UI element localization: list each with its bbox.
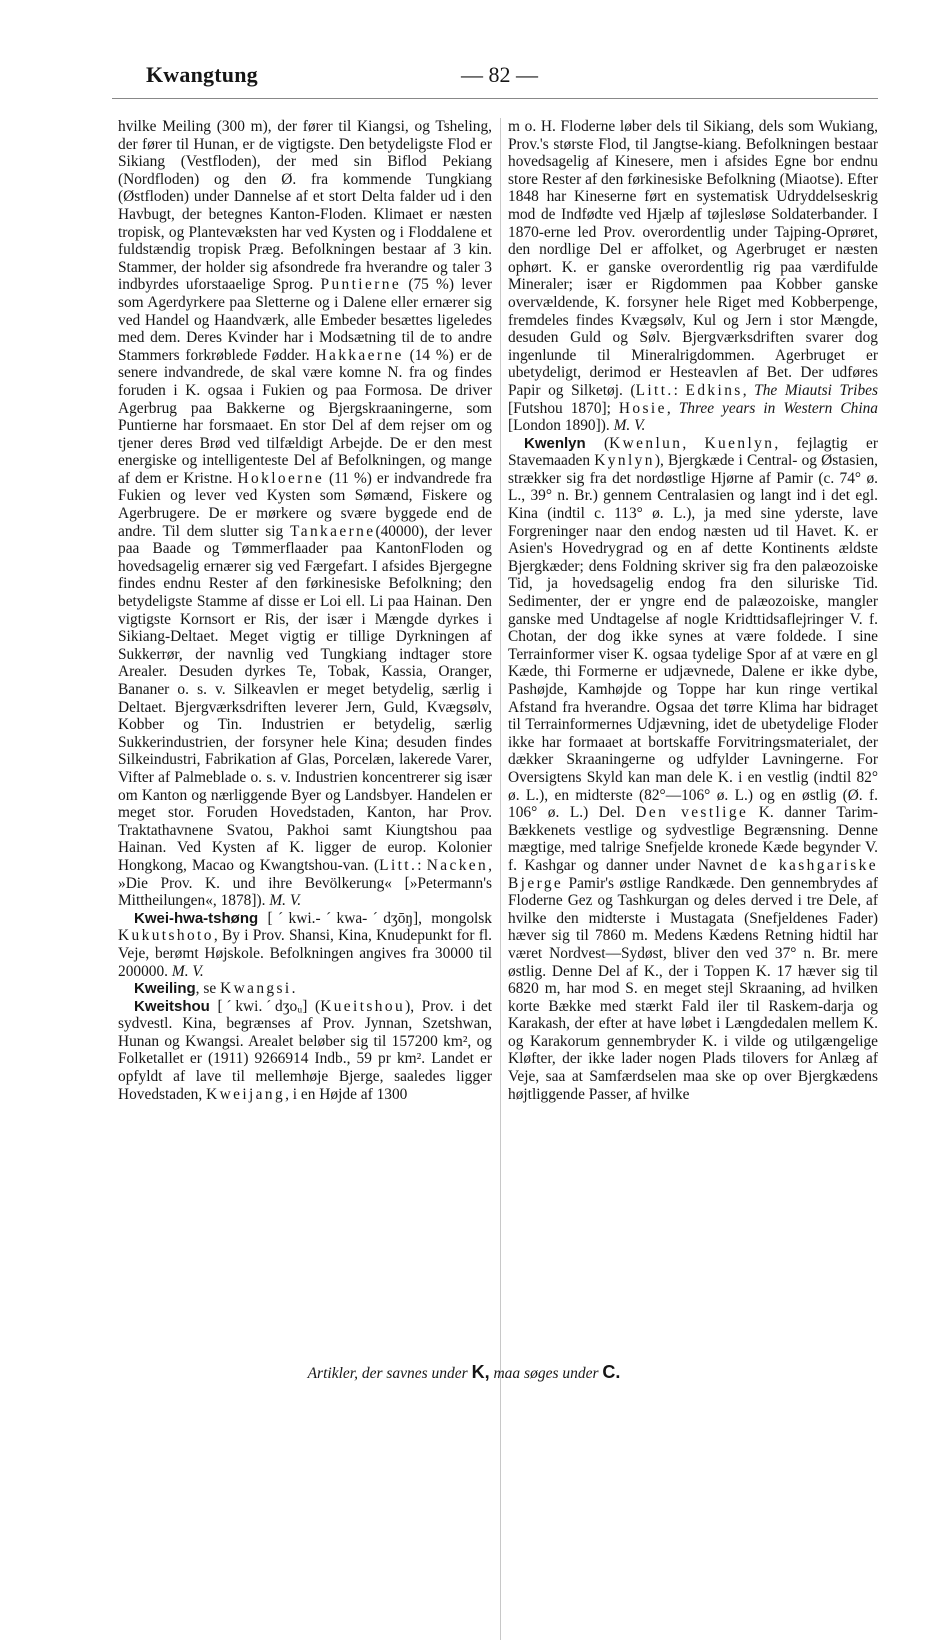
footer-letter-k: K,	[471, 1362, 490, 1382]
author-signature: M. V.	[613, 417, 646, 435]
right-column	[508, 118, 878, 1103]
left-column	[118, 118, 492, 1103]
kweitshou-continuation: m o. H. Floderne løber dels til Sikiang, dels som Wukiang, Prov.'s største Flod, til Jangtse-kiang. Befolkningen bestaar hovedsagelig af Kinesere, men i afsides Egne bor endnu store Rester af den førkinesiske Befolkning (Miaotse). Efter 1848 har Kineserne ført en systematisk Udryddelseskrig mod de Indfødte ved Hjælp af tøjlesløse Soldaterbander. I 1870-erne led Prov. overordentlig under Tajping-Oprøret, den nordlige Del er affolket, og Agerbruget er næsten ophørt. K. er ganske overordentlig rig paa værdifulde Mineraler; især er Rigdommen paa Kobber ganske overvældende, K. forsyner hele Riget med Kobberpenge, fremdeles findes Kvægsølv, Kul og Jern i stor Mængde, desuden Guld og Sølv. Bjergværksdriften svarer dog ingenlunde til Mineralrigdommen. Agerbruget er ubetydeligt, derimod er Hesteavlen af Bet. Der udføres Papir og Silketøj. (Litt.: Edkins, The Miautsi Tribes [Futshou 1870]; Hosie, Three years in Western China [London 1890]). M. V.	[508, 118, 878, 435]
author-signature: M. V.	[269, 892, 302, 910]
entry-kwenlyn: Kwenlyn (Kwenlun, Kuenlyn, fejlagtig er Stavemaaden Kynlyn), Bjergkæde i Central- og Østasien, strækker sig fra det nordøstlige Hjørne af Pamir (c. 74° ø. L., 39° n. Br.) gennem Centralasien og langt ind i det egl. Kina (indtil c. 113° ø. L.), ja med sine yderste, lave Forgreninger naar den endog næsten ud til Havet. K. er Asien's Hovedrygrad og en af dette Kontinents ældste Bjergkæder; dens Foldning skriver sig fra den palæozoiske Tid, ja hovedsagelig endog fra den siluriske Tid. Sedimenter, der er yngre end de palæozoiske, mangler ganske med Undtagelse af nogle Kridttidsaflejringer V. f. Chotan, der dog ikke synes at være foldede. I sine Terrainformer viser K. ogsaa tydelige Spor af at være en gl Kæde, thi Formerne er udjævnede, Dalene er ikke dybe, Pashøjde, Kamhøjde og Toppe har kun ringe vertikal Afstand fra hverandre. Ogsaa det tørre Klima har bidraget til Terrainformernes Udjævning, idet de ubetydelige Floder ikke har formaaet at bortskaffe Forvitringsmaterialet, der dækker Skraaningerne og udfylder Lavningerne. For Oversigtens Skyld kan man dele K. i en vestlig (indtil 82° ø. L.), en midterste (82°—106° ø. L.) og en østlig (Ø. f. 106° ø. L.) Del. Den vestlige K. danner Tarim-Bækkenets vestlige og sydvestlige Begrænsning. Denne mægtige, med talrige Snefjelde kronede Kæde begynder V. f. Kashgar og danner under Navnet de kashgariske Bjerge Pamir's østlige Randkæde. Den gennembrydes af Floderne Gez og Tashkurgan og deles derved i tre Dele, af hvilke den midterste i Mustagata (Snefjeldenes Fader) hæver sig til 7860 m. Medens Kædens Retning hidtil har været Nordvest—Sydøst, bliver den ved 37° n. Br. mere østlig. Denne Del af K., der i Toppen K. 17 hæver sig til 6820 m, har mod S. en meget stejl Skraaning, ad hvilken korte Bække med stærkt Fald iler til Raskem-darja og Karakash, der efter at have løbet i Længdedalen mellem K. og Karakorum gennembryder K. i vilde og utilgængelige Kløfter, der ikke lader nogen Plads tilovers for Anlæg af Veje, saa at Samfærdselen maa ske op over Bjergkædens højtliggende Passer, af hvilke	[508, 434, 878, 1103]
header-rule	[112, 98, 878, 99]
entry-headword: Kweiling	[134, 980, 196, 998]
author-signature: M. V.	[171, 962, 204, 980]
entry-headword: Kwei-hwa-tshøng	[134, 909, 259, 927]
entry-kweiling: Kweiling, se Kwangsi.	[134, 980, 296, 998]
page-number: — 82 —	[461, 62, 538, 87]
kwangtung-continuation: hvilke Meiling (300 m), der fører til Kiangsi, og Tsheling, der fører til Hunan, er de vigtigste. Den betydeligste Flod er Sikiang (Vestfloden), der med sin Biflod Pekiang (Nordfloden) og den Ø. fra kommende Tungkiang (Østfloden) under Dannelse af et stort Delta falder ud i den Havbugt, der betegnes Kanton-Floden. Klimaet er næsten tropisk, og Plantevæksten har ved Kysten og i Floddalene et fuldstændig tropisk Præg. Befolkningen bestaar af 3 kin. Stammer, der holder sig afsondrede fra hverandre og taler 3 indbyrdes uforstaaelige Sprog. Puntierne (75 %) lever som Agerdyrkere paa Sletterne og i Dalene eller ernærer sig ved Handel og Haandværk, alle Embeder besættes ligeledes med dem. Deres Kvinder har i Modsætning til de to andre Stammers forkrøblede Fødder. Hakkaerne (14 %) er de senere indvandrede, de skal være komne N. fra og findes foruden i K. ogsaa i Fukien og paa Formosa. De driver Agerbrug paa Bakkerne og Bjergskraaningerne, som Puntierne har forsmaaet. En stor Del af dem rejser om og tjener deres Brød ved tilfældigt Arbejde. De er den mest energiske og intelligenteste Del af Befolkningen, og mange af dem er Kristne. Hokloerne (11 %) er indvandrede fra Fukien og lever ved Kysten som Sømænd, Fiskere og Agerbrugere. De er mørkere og svære byggede end de andre. Til dem slutter sig Tankaerne(40000), der lever paa Baade og Tømmerflaader paa KantonFloden og hovedsagelig ernærer sig ved Færgefart. I afsides Bjergegne findes endnu Rester af den førkinesiske Befolkning; den betydeligste Stamme af disse er Loi ell. Li paa Hainan. Den vigtigste Kornsort er Ris, der især i Mængde dyrkes i Sikiang-Deltaet. Meget vigtig er tillige Dyrkningen af Sukkerrør, der navnlig ved Tungkiang indtager store Arealer. Desuden dyrkes Te, Tobak, Kassia, Oranger, Bananer o. s. v. Silkeavlen er meget betydelig, særlig i Deltaet. Bjergværksdriften leverer Jern, Guld, Kvægsølv, Kobber og Tin. Industrien er betydelig, særlig Sukkerindustrien, der forsyner hele Kina; desuden findes Silkeindustri, Fabrikation af Glas, Porcelæn, lakerede Varer, Vifter af Palmeblade o. s. v. Industrien koncentrerer sig især om Kanton og nærliggende Byer og Landsbyer. Handelen er meget stor. Foruden Hovedstaden, Kanton, har Prov. Traktathavnene Svatou, Pakhoi samt Kiungtshou paa Hainan. Ved Kysten af K. ligger de europ. Kolonier Hongkong, Macao og Kwangtshou-van. (Litt.: Nacken, »Die Prov. K. und ihre Bevölkerung« [»Petermann's Mittheilungen«, 1878]). M. V.	[118, 118, 492, 910]
cross-reference: Kwangsi	[220, 980, 292, 998]
entry-headword: Kwenlyn	[524, 434, 586, 452]
entry-kwei-hwa-tshong: Kwei-hwa-tshøng [ˊkwi.-ˊkwa-ˊdʒōŋ], mongolsk Kukutshoto, By i Prov. Shansi, Kina, Knudepunkt for fl. Veje, berømt Højskole. Befolkningen angives fra 30000 til 200000. M. V.	[118, 909, 492, 980]
column-divider	[500, 118, 501, 1640]
page-footer-note: Artikler, der savnes under K, maa søges under C.	[307, 1362, 621, 1382]
entry-headword: Kweitshou	[134, 997, 210, 1015]
entry-kweitshou: Kweitshou [ˊkwi.ˊdʒoᵤ] (Kueitshou), Prov. i det sydvestl. Kina, begrænses af Prov. Jynnan, Szetshwan, Hunan og Kwangsi. Arealet beløber sig til 157200 km², og Folketallet er (1911) 9266914 Indb., 59 pr km². Landet er opfyldt af lave til mellemhøje Bjerge, saaledes ligger Hovedstaden, Kweijang, i en Højde af 1300	[118, 997, 492, 1103]
footer-letter-c: C.	[602, 1362, 621, 1382]
page-header	[146, 62, 876, 102]
running-title: Kwangtung	[146, 62, 258, 87]
